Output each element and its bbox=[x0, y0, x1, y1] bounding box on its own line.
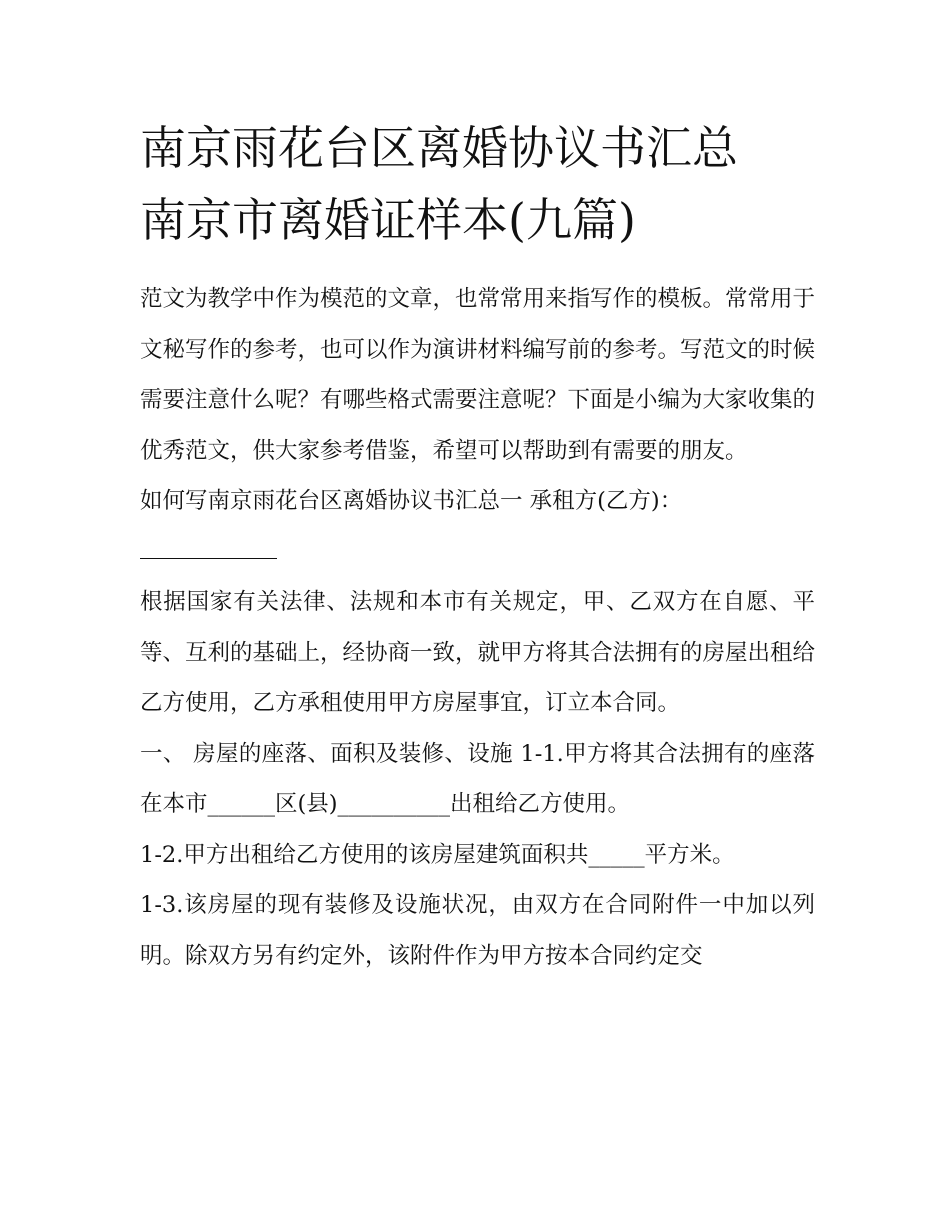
document-title bbox=[140, 112, 815, 256]
document-body bbox=[140, 274, 815, 981]
title-line-2: 南京市离婚证样本(九篇) bbox=[140, 193, 636, 247]
section-heading-paragraph: 如何写南京雨花台区离婚协议书汇总一 承租方(乙方)： bbox=[140, 488, 683, 514]
blank-underline bbox=[140, 527, 815, 578]
contract-preamble-paragraph: 根据国家有关法律、法规和本市有关规定，甲、乙双方在自愿、平等、互利的基础上，经协商一致，就甲方将其合法拥有的房屋出租给乙方使用，乙方承租使用甲方房屋事宜，订立本合同。 bbox=[140, 589, 816, 716]
clause-1-1-paragraph: 一、 房屋的座落、面积及装修、设施 1-1.甲方将其合法拥有的座落在本市______区(县)__________出租给乙方使用。 bbox=[140, 740, 815, 817]
intro-paragraph: 范文为教学中作为模范的文章，也常常用来指写作的模板。常常用于文秘写作的参考，也可以作为演讲材料编写前的参考。写范文的时候需要注意什么呢？有哪些格式需要注意呢？下面是小编为大家收集的优秀范文，供大家参考借鉴，希望可以帮助到有需要的朋友。 bbox=[140, 286, 816, 464]
clause-1-2-paragraph: 1-2.甲方出租给乙方使用的该房屋建筑面积共_____平方米。 bbox=[140, 841, 735, 868]
document-page bbox=[140, 112, 815, 981]
clause-1-3-paragraph: 1-3.该房屋的现有装修及设施状况，由双方在合同附件一中加以列明。除双方另有约定外，该附件作为甲方按本合同约定交 bbox=[140, 892, 815, 969]
title-line-1: 南京雨花台区离婚协议书汇总 bbox=[140, 121, 738, 175]
